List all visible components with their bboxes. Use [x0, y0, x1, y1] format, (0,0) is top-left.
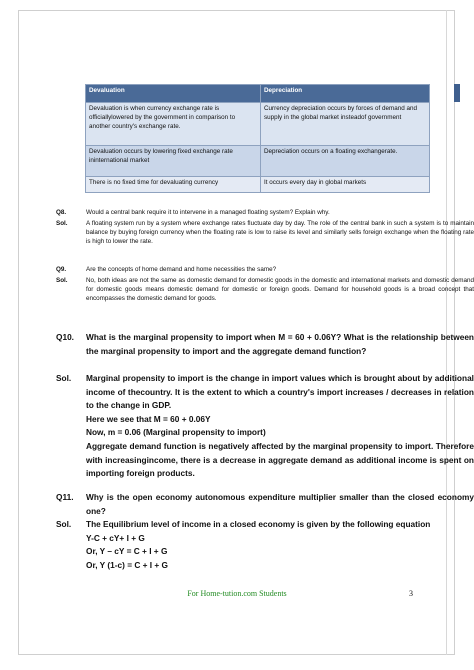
- solution-label: Sol.: [56, 373, 72, 383]
- solution-line: Now, m = 0.06 (Marginal propensity to import): [86, 427, 266, 438]
- table-cell: Depreciation occurs on a floating exchangerate.: [261, 146, 430, 177]
- question-label: Q11.: [56, 492, 74, 502]
- watermark: [140, 395, 380, 485]
- table-cell: Devaluation is when currency exchange rate is officiallylowered by the government in comparison to another country's exchange rate.: [86, 103, 261, 146]
- solution-line: Here we see that M = 60 + 0.06Y: [86, 413, 211, 424]
- question-label: Q10.: [56, 332, 74, 342]
- equation-line: Or, Y (1-c) = C + I + G: [86, 559, 169, 570]
- equation-line: Y-C + cY+ I + G: [86, 532, 145, 543]
- table-header-devaluation: Devaluation: [86, 85, 261, 103]
- question-text: Are the concepts of home demand and home necessities the same?: [86, 266, 277, 273]
- footer-text: For Home-tution.com Students: [187, 589, 287, 598]
- side-accent-bar: [454, 84, 460, 102]
- solution-label: Sol.: [56, 220, 68, 227]
- solution-text: [86, 518, 474, 572]
- comparison-table: [85, 84, 430, 193]
- table-header-depreciation: Depreciation: [261, 85, 430, 103]
- solution-label: Sol.: [56, 277, 68, 284]
- question-label: Q8.: [56, 209, 67, 216]
- solution-label: Sol.: [56, 519, 72, 529]
- question-text: What is the marginal propensity to import when M = 60 + 0.06Y? What is the relationship between the marginal propensity to import and the aggregate demand function?: [86, 332, 474, 356]
- table-cell: Currency depreciation occurs by forces of demand and supply in the global market insteadof government: [261, 103, 430, 146]
- table-cell: Devaluation occurs by lowering fixed exchange rate ininternational market: [86, 146, 261, 177]
- solution-paragraph: Marginal propensity to import is the change in import values which is brought about by additional income of thecountry. It is the extent to which a country's import increases / decreases in relation to the change in GDP.: [86, 373, 474, 411]
- solution-paragraph: The Equilibrium level of income in a closed economy is given by the following equation: [86, 519, 431, 529]
- solution-text: A floating system run by a system where exchange rates fluctuate day by day. The role of the central bank in such a system is to maintain balance by buying foreign currency when the floating rate is low to raise its level and similarly sells foreign exchange when the floating rate is high to lower the rate.: [86, 220, 474, 245]
- solution-text: No, both ideas are not the same as domestic demand for domestic goods in the domestic and international markets and domestic demand for domestic goods means domestic demand for domestic or foreign goods. Demand for household goods is a broad concept that encompasses the domestic demand for goods.: [86, 277, 474, 302]
- solution-paragraph: Aggregate demand function is negatively affected by the marginal propensity to import. Therefore with increasingincome, there is a decrease in aggregate demand as additional income is spent on importing foreign products.: [86, 440, 474, 479]
- table-row: [86, 103, 430, 146]
- table-cell: There is no fixed time for devaluating currency: [86, 177, 261, 193]
- equation-line: Or, Y – cY = C + I + G: [86, 546, 168, 557]
- question-text: Would a central bank require it to intervene in a managed floating system? Explain why.: [86, 209, 330, 216]
- table-cell: It occurs every day in global markets: [261, 177, 430, 193]
- page-number: 3: [409, 589, 413, 598]
- question-text: Why is the open economy autonomous expenditure multiplier smaller than the closed economy one?: [86, 492, 474, 516]
- table-row: [86, 146, 430, 177]
- question-label: Q9.: [56, 266, 67, 273]
- table-row: [86, 177, 430, 193]
